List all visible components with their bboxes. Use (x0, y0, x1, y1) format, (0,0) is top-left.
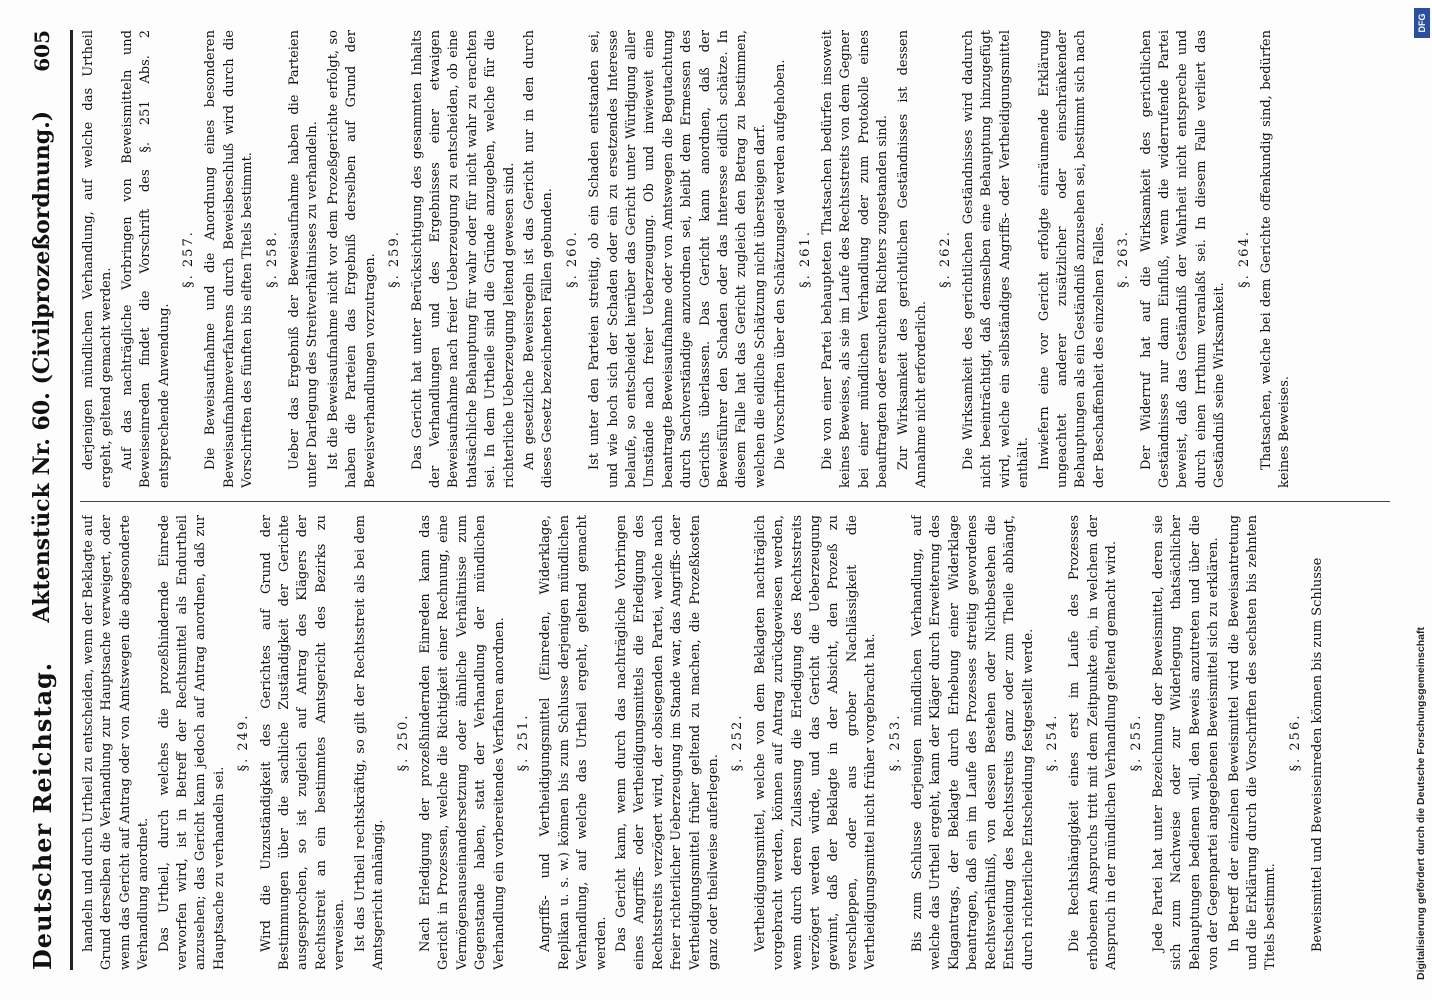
section-heading: §. 250. (395, 713, 411, 772)
paragraph: Das Urtheil, durch welches die prozeßhindernde Einrede verworfen wird, ist in Betreff der Rechtsmittel als Endurtheil anzusehen; das Gericht kann jedoch auf Antrag anordnen, daß zur Hauptsache zu verhandeln sei. (156, 515, 227, 970)
section-heading: §. 249. (236, 713, 252, 772)
paragraph: Auf das nachträgliche Vorbringen von Beweismitteln und Beweiseinreden findet die Vorschrift des §. 251 Abs. 2 entsprechende Anwendung. (119, 30, 172, 488)
left-column (80, 515, 1390, 970)
paragraph: Inwiefern eine vor Gericht erfolgte einräumende Erklärung ungeachtet anderer zusätzlicher oder einschränkender Behauptungen als ein Geständniß anzusehen sei, bestimmt sich nach der Beschaffenheit des einzelnen Falles. (1036, 30, 1107, 488)
page-header (20, 30, 64, 970)
paragraph: Bis zum Schlusse derjenigen mündlichen Verhandlung, auf welche das Urtheil ergeht, kann der Kläger durch Erweiterung des Klagantrags, der Beklagte durch Erhebung einer Widerklage beantragen, daß ein im Laufe des Prozesses streitig gewordenes Rechtsverhältniß, von dessen Bestehen oder Nichtbestehen die Entscheidung des Rechtsstreits ganz oder zum Theile abhängt, durch richterliche Entscheidung festgestellt werde. (910, 515, 1036, 970)
header-rule (70, 30, 73, 970)
paragraph: Ist die Beweisaufnahme nicht vor dem Prozeßgerichte erfolgt, so haben die Parteien das Ergebniß derselben auf Grund der Beweisverhandlungen vorzutragen. (325, 30, 378, 488)
section-heading: §. 256. (1287, 713, 1303, 772)
paragraph: Ist unter den Parteien streitig, ob ein Schaden entstanden sei, und wie hoch sich der Schaden oder ein zu ersetzendes Interesse belaufe, so entscheidet hierüber das Gericht unter Würdigung aller Umstände nach freier Ueberzeugung. Ob und inwieweit eine beantragte Beweisaufnahme oder von Amtswegen die Begutachtung durch Sachverständige anzuordnen sei, bleibt dem Ermessen des Gerichts überlassen. Das Gericht kann anordnen, daß der Beweisführer den Schaden oder das Interesse eidlich schätze. In diesem Falle hat das Gericht zugleich den Betrag zu bestimmen, welchen die eidliche Schätzung nicht übersteigen darf. (587, 30, 768, 488)
paragraph: Das Gericht kann, wenn durch das nachträgliche Vorbringen eines Angriffs- oder Vertheidigungsmittels die Erledigung des Rechtsstreits verzögert wird, der obsiegenden Partei, welche nach freier richterlicher Ueberzeugung im Stande war, das Angriffs- oder Vertheidigungsmittel früher geltend zu machen, die Prozeßkosten ganz oder theilweise auferlegen. (613, 515, 721, 970)
paragraph: Nach Erledigung der prozeßhindernden Einreden kann das Gericht in Prozessen, welche die Richtigkeit einer Rechnung, eine Vermögensauseinandersetzung oder ähnliche Verhältnisse zum Gegenstande haben, statt der Verhandlung der mündlichen Verhandlung ein vorbereitendes Verfahren anordnen. (417, 515, 507, 970)
paragraph: Wird die Unzuständigkeit des Gerichtes auf Grund der Bestimmungen über die sachliche Zuständigkeit der Gerichte ausgesprochen, so ist zugleich auf Antrag des Klägers der Rechtsstreit an ein bestimmtes Amtsgericht des Bezirks zu verweisen. (258, 515, 348, 970)
section-heading: §. 263. (1116, 230, 1132, 288)
paragraph: An gesetzliche Beweisregeln ist das Gericht nur in den durch dieses Gesetz bezeichneten Fällen gebunden. (521, 30, 556, 488)
paragraph: Thatsachen, welche bei dem Gerichte offenkundig sind, bedürfen keines Beweises. (1258, 30, 1293, 488)
paragraph: Beweismittel und Beweiseinreden können bis zum Schlusse (1310, 557, 1326, 952)
paragraph: Die Rechtshängigkeit eines erst im Laufe des Prozesses erhobenen Anspruchs tritt mit dem Zeitpunkte ein, in welchem der Anspruch in der mündlichen Verhandlung geltend gemacht wird. (1067, 515, 1120, 970)
section-heading: §. 252. (730, 713, 746, 772)
section-heading: §. 260. (564, 230, 580, 288)
paragraph: Die Beweisaufnahme und die Anordnung eines besonderen Beweisaufnahmeverfahrens durch Beweisbeschluß wird durch die Vorschriften des fünften bis elften Titels bestimmt. (203, 30, 256, 488)
section-heading: §. 254. (1044, 713, 1060, 772)
section-heading: §. 262. (938, 230, 954, 288)
section-heading: §. 253. (887, 713, 903, 772)
funding-note (1412, 20, 1430, 980)
paragraph: handeln und durch Urtheil zu entscheiden, wenn der Beklagte auf Grund derselben die Verhandlung zur Hauptsache verweigert, oder wenn das Gericht auf Antrag oder von Amtswegen die abgesonderte Verhandlung anordnet. (81, 515, 152, 970)
right-column (80, 30, 1390, 488)
paragraph: Die Wirksamkeit des gerichtlichen Geständnisses wird dadurch nicht beeinträchtigt, daß demselben eine Behauptung hinzugefügt wird, welche ein selbständiges Angriffs- oder Vertheidigungsmittel enthält. (960, 30, 1032, 488)
paragraph: Angriffs- und Vertheidigungsmittel (Einreden, Widerklage, Replikan u. s. w.) können bis zum Schlusse derjenigen mündlichen Verhandlung, auf welche das Urtheil ergeht, geltend gemacht werden. (538, 515, 609, 970)
header-title: Deutscher Reichstag. (27, 661, 57, 970)
section-heading: §. 261. (797, 230, 813, 288)
section-heading: §. 258. (264, 230, 280, 288)
section-heading: §. 264. (1236, 230, 1252, 288)
paragraph: In Betreff der einzelnen Beweismittel wird die Beweisantretung und die Erklärung durch die Vorschriften des sechsten bis zehnten Titels bestimmt. (1226, 515, 1279, 970)
header-document-number: Aktenstück Nr. 60. (Civilprozeßordnung.) (29, 110, 55, 623)
page-number: 605 (30, 30, 54, 72)
section-heading: §. 257. (181, 230, 197, 288)
paragraph: derjenigen mündlichen Verhandlung, auf welche das Urtheil ergeht, geltend gemacht werden. (81, 30, 115, 488)
paragraph: Ist das Urtheil rechtskräftig, so gilt der Rechtsstreit als bei dem Amtsgericht anhängig. (352, 515, 387, 970)
paragraph: Zur Wirksamkeit des gerichtlichen Geständnisses ist dessen Annahme nicht erforderlich. (895, 30, 930, 488)
paragraph: Ueber das Ergebniß der Beweisaufnahme haben die Parteien unter Darlegung des Streitverhältnisses zu verhandeln. (287, 30, 321, 488)
column-divider (80, 501, 1390, 502)
paragraph: Das Gericht hat unter Berücksichtigung des gesammten Inhalts der Verhandlungen und des Ergebnisses einer etwaigen Beweisaufnahme nach freier Ueberzeugung zu entscheiden, ob eine thatsächliche Behauptung für wahr oder für nicht wahr zu erachten sei. In dem Urtheile sind die Gründe anzugeben, welche für die richterliche Ueberzeugung leitend gewesen sind. (409, 30, 517, 488)
paragraph: Vertheidigungsmittel, welche von dem Beklagten nachträglich vorgebracht werden, können auf Antrag zurückgewiesen werden, wenn durch deren Zulassung die Erledigung des Rechtsstreits verzögert werden würde, und das Gericht die Ueberzeugung gewinnt, daß der Beklagte in der Absicht, den Prozeß zu verschleppen, oder aus grober Nachlässigkeit die Vertheidigungsmittel nicht früher vorgebracht hat. (752, 515, 879, 970)
section-heading: §. 251. (515, 713, 531, 772)
paragraph: Der Widerruf hat auf die Wirksamkeit des gerichtlichen Geständnisses nur dann Einfluß, wenn die widerrufende Partei beweist, daß das Geständniß der Wahrheit nicht entspreche und durch einen Irrthum veranlaßt sei. In diesem Falle verliert das Geständniß seine Wirksamkeit. (1138, 30, 1228, 488)
paragraph: Die Vorschriften über den Schätzungseid werden aufgehoben. (773, 59, 789, 470)
section-heading: §. 259. (387, 230, 403, 288)
dfg-logo-text: DFG (1417, 13, 1427, 33)
paragraph: Jede Partei hat unter Bezeichnung der Beweismittel, deren sie sich zum Nachweise oder zur Widerlegung thatsächlicher Behauptungen bedienen will, den Beweis anzutreten und über die von der Gegenpartei angegebenen Beweismittel sich zu erklären. (1150, 515, 1222, 970)
section-heading: §. 255. (1128, 713, 1144, 772)
funding-note-text: Digitalisierung gefördert durch die Deutsche Forschungsgemeinschaft (1415, 627, 1427, 980)
paragraph: Die von einer Partei behaupteten Thatsachen bedürfen insoweit keines Beweises, als sie im Laufe des Rechtsstreits von dem Gegner bei einer mündlichen Verhandlung oder zum Protokolle eines beauftragten oder ersuchten Richters zugestanden sind. (820, 30, 891, 488)
